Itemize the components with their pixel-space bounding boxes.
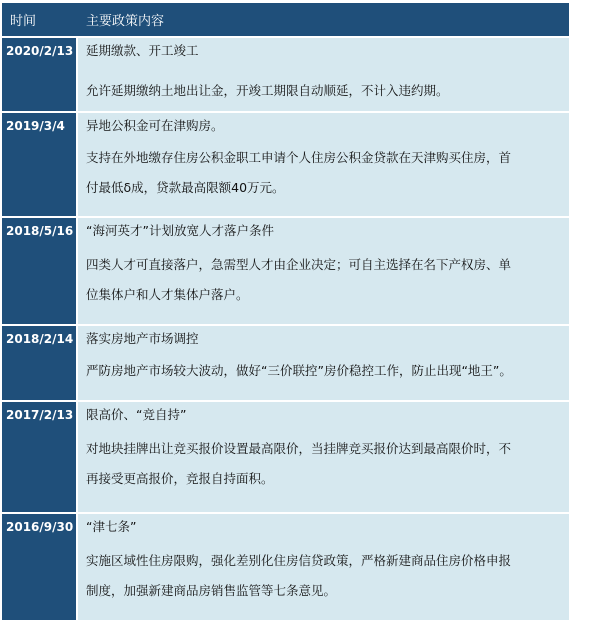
table-row	[2, 113, 569, 218]
row-title: 落实房地产市场调控	[86, 331, 199, 346]
row-content	[78, 402, 569, 512]
policy-table	[2, 3, 569, 620]
row-content	[78, 38, 569, 111]
row-title: 异地公积金可在津购房。	[86, 118, 224, 133]
row-desc-line: 付最低δ成，贷款最高限额40万元。	[86, 180, 285, 195]
row-desc-line: 严防房地产市场较大波动，做好“三价联控”房价稳控工作，防止出现“地王”。	[86, 363, 512, 378]
row-desc-line: 位集体户和人才集体户落户。	[86, 287, 249, 302]
row-desc-line: 允许延期缴纳土地出让金，开竣工期限自动顺延，不计入违约期。	[86, 83, 449, 98]
row-date: 2018/5/16	[2, 218, 78, 324]
row-content	[78, 218, 569, 324]
row-title: 限高价、“竞自持”	[86, 407, 187, 422]
row-date: 2016/9/30	[2, 514, 78, 620]
row-desc-line: 再接受更高报价，竞报自持面积。	[86, 471, 274, 486]
table-row	[2, 514, 569, 620]
table-header	[2, 3, 569, 38]
table-row	[2, 402, 569, 514]
row-desc-line: 支持在外地缴存住房公积金职工申请个人住房公积金贷款在天津购买住房，首	[86, 150, 512, 165]
row-title: “海河英才”计划放宽人才落户条件	[86, 223, 274, 238]
row-date: 2018/2/14	[2, 326, 78, 400]
row-desc-line: 对地块挂牌出让竞买报价设置最高限价，当挂牌竞买报价达到最高限价时，不	[86, 441, 512, 456]
row-content	[78, 326, 569, 400]
row-desc-line: 实施区域性住房限购，强化差别化住房信贷政策，严格新建商品住房价格申报	[86, 553, 512, 568]
row-date: 2017/2/13	[2, 402, 78, 512]
row-content	[78, 113, 569, 216]
row-content	[78, 514, 569, 620]
table-row	[2, 218, 569, 326]
row-desc-line: 四类人才可直接落户，急需型人才由企业决定；可自主选择在名下产权房、单	[86, 257, 512, 272]
header-time: 时间	[10, 14, 37, 29]
table-row	[2, 326, 569, 402]
row-date: 2019/3/4	[2, 113, 78, 216]
row-desc-line: 制度，加强新建商品房销售监管等七条意见。	[86, 583, 337, 598]
header-policy: 主要政策内容	[86, 14, 165, 29]
table-row	[2, 38, 569, 113]
row-title: “津七条”	[86, 519, 137, 534]
row-title: 延期缴款、开工竣工	[86, 43, 199, 58]
row-date: 2020/2/13	[2, 38, 78, 111]
